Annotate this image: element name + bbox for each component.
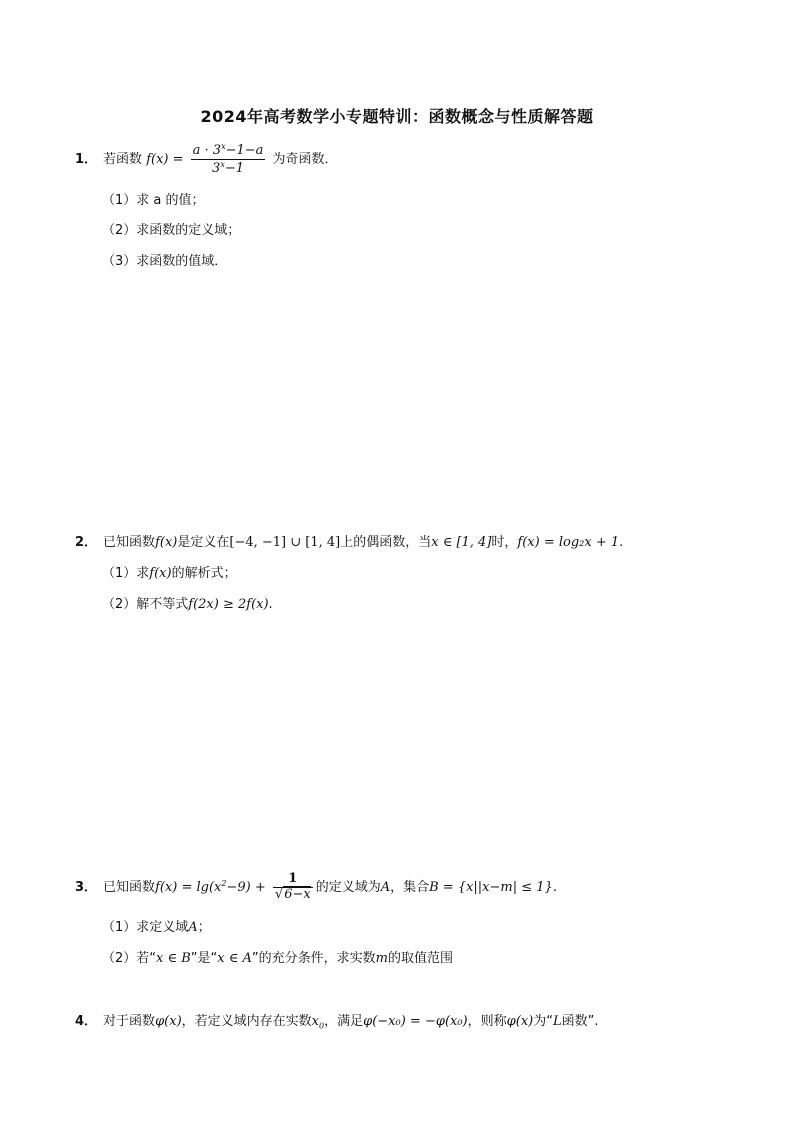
math-expr: φ(x)	[506, 1014, 534, 1029]
question-text: 为奇函数．	[272, 151, 338, 167]
question-text: 上的偶函数，当	[340, 535, 432, 550]
math-expr: A	[380, 879, 391, 895]
question-text: 若函数	[103, 151, 143, 167]
question-text: ，满足	[324, 1014, 364, 1029]
sub-question: （2）求函数的定义域；	[102, 223, 241, 238]
sub-question: （1）求 a 的值；	[102, 193, 205, 208]
math-expr: f(x) = log₂x + 1.	[517, 535, 624, 550]
sub-question: （3）求函数的值域．	[102, 254, 228, 269]
question-number: 1．	[75, 151, 98, 167]
question-number: 3．	[75, 879, 98, 895]
question-text: 为“	[533, 1014, 553, 1029]
math-expr: f(x)	[155, 535, 178, 550]
question-text: 是定义在	[177, 535, 230, 550]
sub-question: （2）解不等式f(2x) ≥ 2f(x).	[102, 597, 273, 612]
math-expr: B = {x||x−m| ≤ 1}.	[429, 879, 557, 895]
math-expr: φ(x)	[155, 1014, 182, 1029]
question-1	[75, 142, 338, 177]
question-3	[75, 872, 557, 903]
question-text: ，若定义域内存在实数	[181, 1014, 312, 1029]
math-expr: $f(x) = \lg(x^2-9)$ +	[155, 878, 266, 895]
question-text: 已知函数	[103, 535, 156, 550]
question-text: 函数”.	[561, 1014, 599, 1029]
fraction-denominator: $3^x-1$	[212, 159, 245, 176]
math-expr: [−4, −1] ∪ [1, 4]	[229, 535, 341, 550]
question-text: ，则称	[467, 1014, 507, 1029]
question-number: 4．	[75, 1014, 98, 1029]
question-4	[75, 1010, 599, 1031]
question-text: 时，	[491, 535, 518, 550]
fraction-numerator: 1	[273, 872, 313, 888]
math-expr: $x_0$	[311, 1014, 325, 1031]
question-text: ，集合	[390, 879, 430, 895]
fraction	[273, 872, 313, 903]
function-lhs: f(x) =	[146, 151, 184, 167]
fraction-numerator: $a \cdot 3^x-1-a$	[192, 142, 264, 158]
sub-question: （2）若“x ∈ B”是“x ∈ A”的充分条件，求实数m的取值范围	[102, 951, 453, 966]
sub-question: （1）求f(x)的解析式；	[102, 566, 237, 581]
sub-question: （1）求定义域A；	[102, 920, 211, 935]
page-title: 2024年高考数学小专题特训：函数概念与性质解答题	[200, 107, 594, 126]
fraction	[191, 142, 266, 177]
math-expr: L	[552, 1014, 562, 1029]
fraction-denominator: √6−x	[274, 886, 311, 902]
question-number: 2．	[75, 535, 98, 550]
question-2	[75, 531, 623, 550]
question-text: 的定义域为	[315, 879, 381, 895]
math-expr: φ(−x₀) = −φ(x₀)	[363, 1014, 468, 1029]
question-text: 对于函数	[103, 1014, 156, 1029]
math-expr: x ∈ [1, 4]	[431, 535, 492, 550]
question-text: 已知函数	[103, 879, 156, 895]
